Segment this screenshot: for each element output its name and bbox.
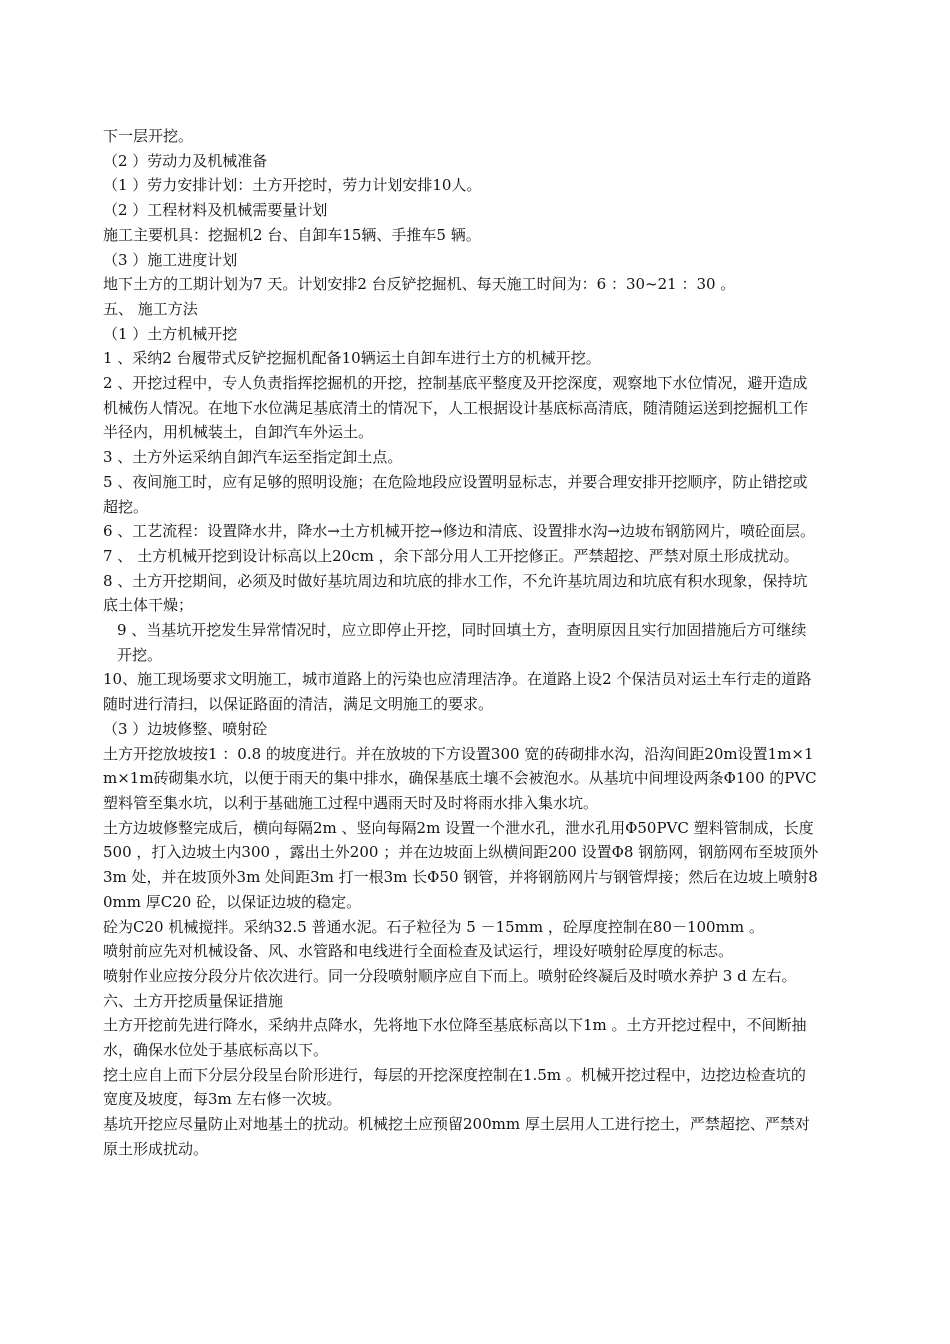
paragraph: （3 ）施工进度计划 bbox=[103, 250, 238, 269]
paragraph: 5 、夜间施工时，应有足够的照明设施；在危险地段应设置明显标志，并要合理安排开挖顺序，防止错挖或超挖。 bbox=[103, 472, 808, 516]
paragraph: （1 ）土方机械开挖 bbox=[103, 324, 238, 343]
paragraph: 10、施工现场要求文明施工，城市道路上的污染也应清理洁净。在道路上设2 个保洁员对运土车行走的道路随时进行清扫，以保证路面的清洁，满足文明施工的要求。 bbox=[103, 670, 812, 714]
paragraph: 砼为C20 机械搅拌。采纳32.5 普通水泥。石子粒径为 5 －15mm ，砼厚度控制在80－100mm 。 bbox=[103, 917, 764, 936]
paragraph: 1 、采纳2 台履带式反铲挖掘机配备10辆运土自卸车进行土方的机械开挖。 bbox=[103, 349, 601, 368]
paragraph: 7 、 土方机械开挖到设计标高以上20cm ，余下部分用人工开挖修正。严禁超挖、严禁对原土形成扰动。 bbox=[103, 546, 799, 565]
paragraph: 土方开挖放坡按1 ：0.8 的坡度进行。并在放坡的下方设置300 宽的砖砌排水沟，沿沟间距20m设置1m×1m×1m砖砌集水坑，以便于雨天的集中排水，确保基底土壤不会被泡水。从基坑中间埋设两条Φ100 的PVC塑料管至集水坑，以利于基础施工过程中遇雨天时及时将雨水排入集水坑。 bbox=[103, 744, 817, 812]
paragraph: 2 、开挖过程中，专人负责指挥挖掘机的开挖，控制基底平整度及开挖深度，观察地下水位情况，避开造成机械伤人情况。在地下水位满足基底清土的情况下，人工根据设计基底标高清底，随清随运送到挖掘机工作半径内，用机械装土，自卸汽车外运土。 bbox=[103, 374, 809, 442]
paragraph: 五、 施工方法 bbox=[103, 299, 198, 318]
paragraph: 喷射作业应按分段分片依次进行。同一分段喷射顺序应自下而上。喷射砼终凝后及时喷水养护 3 d 左右。 bbox=[103, 966, 797, 985]
paragraph: 9 、当基坑开挖发生异常情况时，应立即停止开挖，同时回填土方，查明原因且实行加固措施后方可继续开挖。 bbox=[117, 621, 807, 664]
paragraph: 喷射前应先对机械设备、风、水管路和电线进行全面检查及试运行，埋设好喷射砼厚度的标志。 bbox=[103, 942, 734, 961]
paragraph: 六、土方开挖质量保证措施 bbox=[103, 991, 284, 1010]
paragraph: （2 ）劳动力及机械准备 bbox=[103, 151, 268, 170]
paragraph: 6 、工艺流程：设置降水井，降水→土方机械开挖→修边和清底、设置排水沟→边坡布钢筋网片，喷砼面层。 bbox=[103, 522, 816, 541]
paragraph: 3 、土方外运采纳自卸汽车运至指定卸土点。 bbox=[103, 448, 403, 467]
paragraph: 下一层开挖。 bbox=[103, 127, 194, 145]
paragraph: 挖土应自上而下分层分段呈台阶形进行，每层的开挖深度控制在1.5m 。机械开挖过程中，边挖边检查坑的宽度及坡度，每3m 左右修一次坡。 bbox=[103, 1065, 806, 1109]
paragraph: 基坑开挖应尽量防止对地基土的扰动。机械挖土应预留200mm 厚土层用人工进行挖土，严禁超挖、严禁对原土形成扰动。 bbox=[103, 1115, 810, 1158]
paragraph: 施工主要机具：挖掘机2 台、自卸车15辆、手推车5 辆。 bbox=[103, 225, 481, 244]
paragraph: （1 ）劳力安排计划：土方开挖时，劳力计划安排10人。 bbox=[103, 176, 482, 195]
paragraph: 地下土方的工期计划为7 天。计划安排2 台反铲挖掘机、每天施工时间为：6 ：30~21 ：30 。 bbox=[103, 275, 736, 294]
paragraph: 土方开挖前先进行降水，采纳井点降水，先将地下水位降至基底标高以下1m 。土方开挖过程中，不间断抽水，确保水位处于基底标高以下。 bbox=[103, 1016, 807, 1060]
paragraph: 8 、土方开挖期间，必须及时做好基坑周边和坑底的排水工作，不允许基坑周边和坑底有积水现象，保持坑底土体干燥； bbox=[103, 571, 808, 615]
paragraph: 土方边坡修整完成后，横向每隔2m 、竖向每隔2m 设置一个泄水孔，泄水孔用Φ50PVC 塑料管制成，长度500 ，打入边坡土内300 ，露出土外200 ；并在边坡面上纵横间距200 设置Φ8 钢筋网，钢筋网布至坡顶外3m 处，并在坡顶外3m 处间距3m 打一根3m 长Φ50 钢管，并将钢筋网片与钢管焊接；然后在边坡上喷射80mm 厚C20 砼，以保证边坡的稳定。 bbox=[103, 818, 819, 911]
paragraph: （3 ）边坡修整、喷射砼 bbox=[103, 719, 268, 738]
document-body bbox=[103, 124, 820, 1162]
paragraph: （2 ）工程材料及机械需要量计划 bbox=[103, 201, 328, 220]
